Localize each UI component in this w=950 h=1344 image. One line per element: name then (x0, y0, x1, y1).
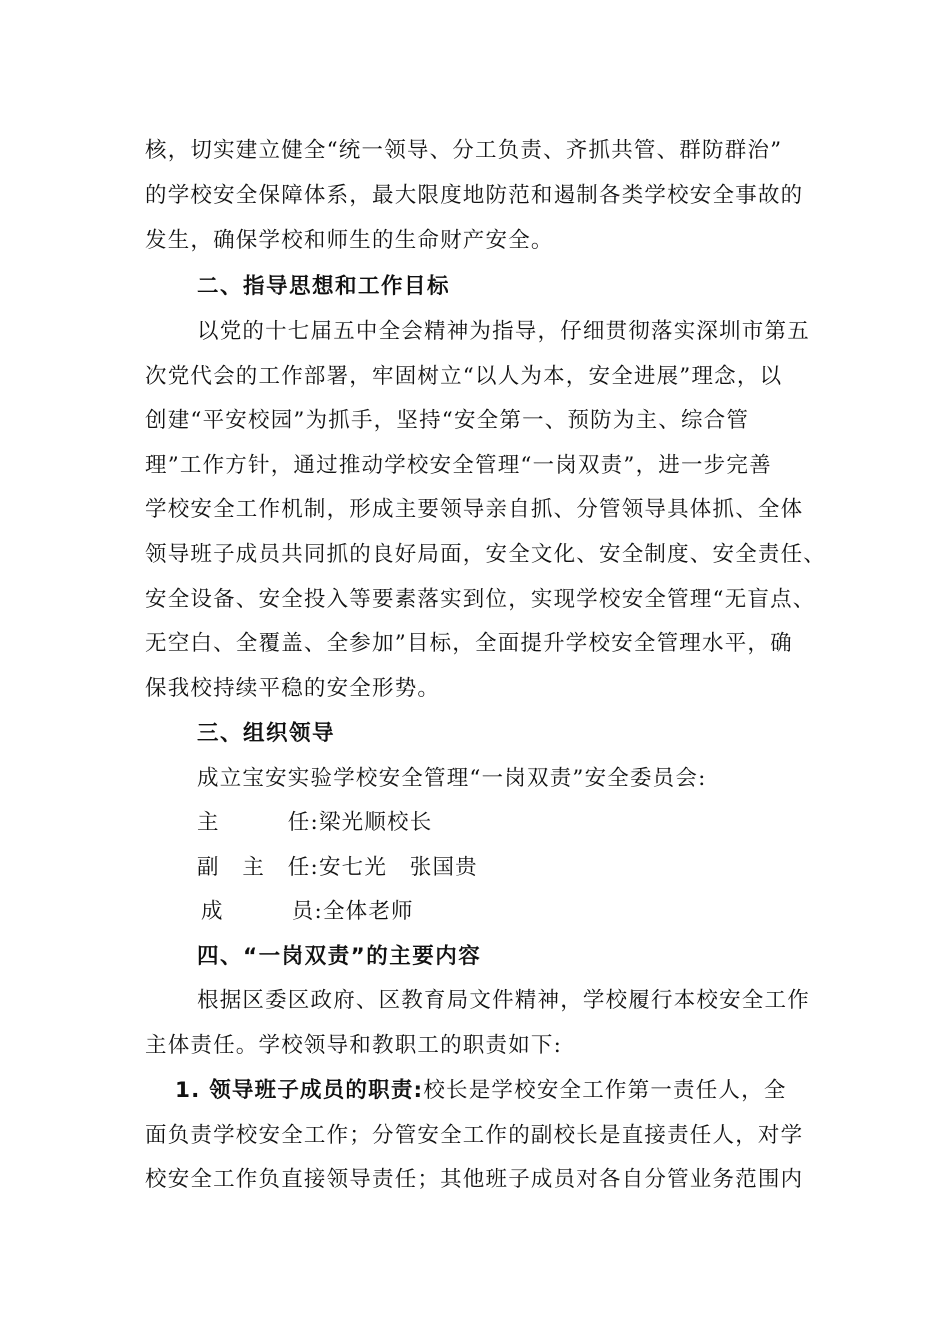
role-label: 主 任: (197, 810, 319, 835)
item-1-first-line (175, 1076, 855, 1106)
section-heading: 三、组织领导 (197, 721, 336, 746)
paragraph-line: 领导班子成员共同抓的良好局面，安全文化、安全制度、安全责任、 (145, 542, 827, 567)
paragraph-line: 主体责任。学校领导和教职工的职责如下: (145, 1033, 563, 1058)
paragraph-line: 创建“平安校园”为抓手，坚持“安全第一、预防为主、综合管 (145, 408, 750, 433)
item-1-text: 校长是学校安全工作第一责任人，全 (423, 1078, 787, 1103)
paragraph-line: 的学校安全保障体系，最大限度地防范和遏制各类学校安全事故的 (145, 183, 804, 208)
paragraph-line: 校安全工作负直接领导责任；其他班子成员对各自分管业务范围内 (145, 1167, 804, 1192)
paragraph-line: 安全设备、安全投入等要素落实到位，实现学校安全管理“无盲点、 (145, 587, 816, 612)
paragraph-line: 无空白、全覆盖、全参加”目标，全面提升学校安全管理水平，确 (145, 631, 793, 656)
committee-deputy-row (197, 853, 877, 883)
role-value: 梁光顺校长 (318, 810, 433, 835)
role-label: 成 员: (201, 899, 323, 924)
paragraph-line: 以党的十七届五中全会精神为指导，仔细贯彻落实深圳市第五 (197, 319, 810, 344)
paragraph-line: 发生，确保学校和师生的生命财产安全。 (145, 228, 554, 253)
paragraph-line: 核，切实建立健全“统一领导、分工负责、齐抓共管、群防群治” (145, 138, 783, 163)
paragraph-line: 成立宝安实验学校安全管理“一岗双责”安全委员会: (197, 766, 707, 791)
paragraph-line: 理”工作方针，通过推动学校安全管理“一岗双责”，进一步完善 (145, 453, 772, 478)
section-heading: 四、“一岗双责”的主要内容 (197, 944, 482, 969)
paragraph-line: 学校安全工作机制，形成主要领导亲自抓、分管领导具体抓、全体 (145, 497, 804, 522)
committee-members-row (201, 897, 881, 927)
role-label: 副 主 任: (197, 855, 319, 880)
committee-director-row (197, 808, 877, 838)
paragraph-line: 保我校持续平稳的安全形势。 (145, 676, 441, 701)
paragraph-line: 次党代会的工作部署，牢固树立“以人为本，安全进展”理念，以 (145, 364, 783, 389)
paragraph-line: 根据区委区政府、区教育局文件精神，学校履行本校安全工作 (197, 988, 810, 1013)
role-value: 全体老师 (322, 899, 414, 924)
paragraph-line: 面负责学校安全工作；分管安全工作的副校长是直接责任人，对学 (145, 1123, 804, 1148)
item-1-title: 1. 领导班子成员的职责: (175, 1078, 424, 1103)
section-heading: 二、指导思想和工作目标 (197, 274, 451, 299)
role-value: 安七光 张国贵 (318, 855, 478, 880)
